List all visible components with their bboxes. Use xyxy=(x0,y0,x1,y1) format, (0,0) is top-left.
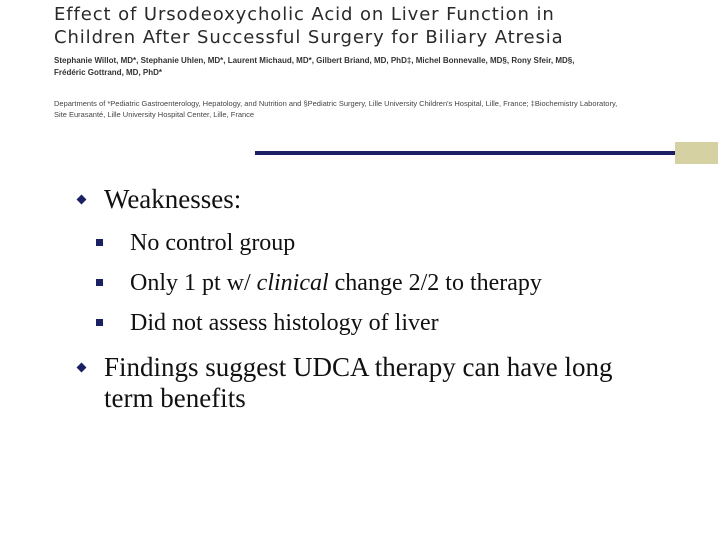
square-bullet-icon xyxy=(96,279,103,286)
accent-block xyxy=(675,142,718,164)
authors-line: Stephanie Willot, MD*, Stephanie Uhlen, MD*, Laurent Michaud, MD*, Gilbert Briand, MD, PhD‡, Michel Bonnevalle, MD§, Rony Sfeir, MD§, xyxy=(54,56,575,65)
bullet-weaknesses-heading: Weaknesses: xyxy=(104,184,242,214)
affiliation-line: Departments of *Pediatric Gastroenterology, Hepatology, and Nutrition and §Pediatric Surgery, Lille University Children's Hospital, Lille, France; ‡Biochemistry Laboratory, xyxy=(54,99,618,108)
sub-bullet-item xyxy=(96,229,295,257)
square-bullet-icon xyxy=(96,319,103,326)
sub-bullet-emphasis: clinical xyxy=(256,270,329,296)
accent-rule-bar xyxy=(255,151,675,155)
paper-title-line: Children After Successful Surgery for Biliary Atresia xyxy=(54,27,564,48)
sub-bullet-text-end: change 2/2 to therapy xyxy=(328,270,542,296)
sub-bullet-text xyxy=(96,269,542,297)
bullet-findings xyxy=(78,352,658,414)
paper-title xyxy=(54,3,714,49)
sub-bullet-text-start: Only 1 pt w/ xyxy=(130,270,257,296)
sub-bullet-text: Did not assess histology of liver xyxy=(130,310,439,336)
paper-title-line: Effect of Ursodeoxycholic Acid on Liver Function in xyxy=(54,4,555,25)
bullet-weaknesses xyxy=(78,184,678,215)
authors-line: Frédéric Gottrand, MD, PhD* xyxy=(54,68,163,77)
sub-bullet-text: No control group xyxy=(130,230,296,256)
paper-affiliation xyxy=(54,98,719,120)
sub-bullet-item xyxy=(96,309,439,337)
square-bullet-icon xyxy=(96,239,103,246)
affiliation-line: Site Eurasanté, Lille University Hospital Center, Lille, France xyxy=(54,110,255,119)
paper-authors xyxy=(54,55,719,79)
sub-bullet-item xyxy=(96,269,542,297)
bullet-findings-text: Findings suggest UDCA therapy can have long term benefits xyxy=(104,352,613,413)
